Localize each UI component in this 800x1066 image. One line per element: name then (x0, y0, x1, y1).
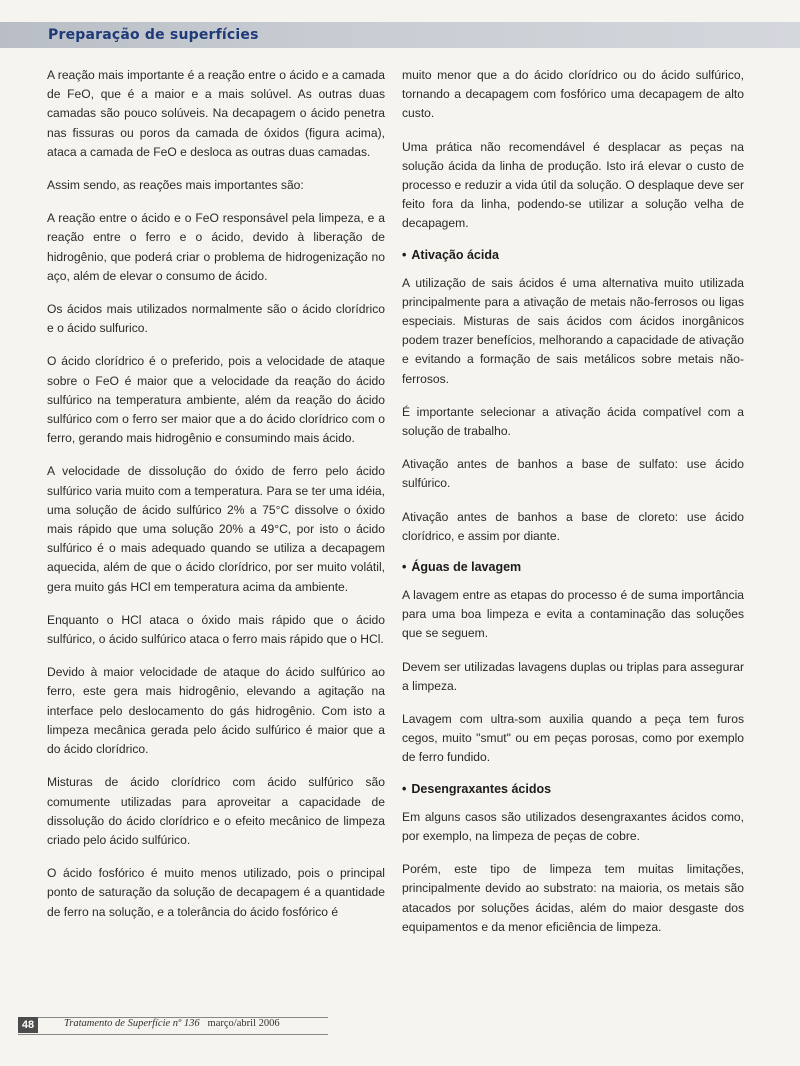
left-column (47, 66, 385, 936)
paragraph: O ácido clorídrico é o preferido, pois a velocidade de ataque sobre o FeO é maior que a velocidade da reação do ácido sulfúrico na temperatura ambiente, além da reação do ácido sulfúrico com o ferro ser maior que a do ácido clorídrico com o ferro, gerando mais hidrogênio e consumindo mais ácido. (47, 354, 385, 446)
bullet-icon: • (402, 560, 407, 575)
right-column (402, 66, 744, 951)
bullet-icon: • (402, 781, 407, 796)
paragraph: Ativação antes de banhos a base de sulfato: use ácido sulfúrico. (402, 457, 744, 491)
subheading-text: Desengraxantes ácidos (411, 781, 552, 796)
paragraph: Ativação antes de banhos a base de cloreto: use ácido clorídrico, e assim por diante. (402, 509, 744, 543)
paragraph: A lavagem entre as etapas do processo é de suma importância para uma boa limpeza e evita a contaminação das soluções que se seguem. (402, 588, 744, 641)
paragraph: O ácido fosfórico é muito menos utilizado, pois o principal ponto de saturação da solução de decapagem é a quantidade de ferro na solução, e a tolerância do ácido fosfórico é (47, 866, 385, 919)
paragraph: A reação entre o ácido e o FeO responsável pela limpeza, e a reação entre o ferro e o ácido, devido à liberação de hidrogênio, que poderá criar o problema de hidrogenização no aço, além de elevar o consumo de ácido. (47, 211, 385, 283)
paragraph: A utilização de sais ácidos é uma alternativa muito utilizada principalmente para a ativação de metais não-ferrosos ou ligas especiais. Misturas de sais ácidos com ácidos inorgânicos podem trazer benefícios, melhorando a capacidade de ativação e evitando a formação de sais metálicos sobre metais não-ferrosos. (402, 275, 744, 386)
paragraph: Lavagem com ultra-som auxilia quando a peça tem furos cegos, muito "smut" ou em peças porosas, como por exemplo de ferro fundido. (402, 712, 744, 765)
subheading-ativacao-acida (402, 248, 744, 262)
subheading-desengraxantes-acidos (402, 782, 744, 796)
paragraph: Assim sendo, as reações mais importantes são: (47, 178, 304, 193)
paragraph: Em alguns casos são utilizados desengraxantes ácidos como, por exemplo, na limpeza de peças de cobre. (402, 809, 744, 843)
subheading-aguas-de-lavagem (402, 560, 744, 574)
subheading-text: Águas de lavagem (411, 560, 522, 575)
footer-citation (64, 1018, 280, 1029)
subheading-text: Ativação ácida (411, 247, 499, 262)
issue-date: março/abril 2006 (207, 1018, 280, 1029)
paragraph: Uma prática não recomendável é desplacar as peças na solução ácida da linha de produção. Isto irá elevar o custo de processo e reduzir a vida útil da solução. O desplaque deve ser feito fora da linha, podendo-se utilizar a solução velha de decapagem. (402, 139, 744, 231)
page-number: 48 (18, 1017, 38, 1033)
paragraph: Devido à maior velocidade de ataque do ácido sulfúrico ao ferro, este gera mais hidrogênio, elevando a agitação na interface pelo deslocamento do gás hidrogênio. Com isto a limpeza mecânica gerada pelo ácido sulfúrico é maior que a do ácido clorídrico. (47, 665, 385, 757)
paragraph: Misturas de ácido clorídrico com ácido sulfúrico são comumente utilizadas para aproveitar a capacidade de dissolução do ácido clorídrico e o efeito mecânico de limpeza criado pelo ácido sulfúrico. (47, 775, 385, 847)
paragraph: Enquanto o HCl ataca o óxido mais rápido que o ácido sulfúrico, o ácido sulfúrico ataca o ferro mais rápido que o HCl. (47, 612, 385, 647)
section-title: Preparação de superfícies (48, 27, 259, 43)
paragraph: muito menor que a do ácido clorídrico ou do ácido sulfúrico, tornando a decapagem com fosfórico uma decapagem de alto custo. (402, 68, 744, 121)
paragraph: É importante selecionar a ativação ácida compatível com a solução de trabalho. (402, 404, 744, 439)
magazine-name: Tratamento de Superfície nº 136 (64, 1018, 200, 1029)
paragraph: A velocidade de dissolução do óxido de ferro pelo ácido sulfúrico varia muito com a temperatura. Para se ter uma idéia, uma solução de ácido sulfúrico 2% a 75°C dissolve o óxido mais rápido que uma solução 20% a 49°C, por isto o ácido sulfúrico é o mais adequado quando se utiliza a decapagem aquecida, além de que o ácido clorídrico, por ser muito volátil, gera muito gás HCl em temperatura acima da ambiente. (47, 464, 385, 594)
paragraph: A reação mais importante é a reação entre o ácido e a camada de FeO, que é a maior e a mais solúvel. As outras duas camadas são pouco solúveis. Na decapagem o ácido penetra nas fissuras ou poros da camada de óxidos (figura acima), ataca a camada de FeO e desloca as outras duas camadas. (47, 68, 385, 159)
paragraph: Devem ser utilizadas lavagens duplas ou triplas para assegurar a limpeza. (402, 659, 744, 693)
paragraph: Porém, este tipo de limpeza tem muitas limitações, principalmente devido ao substrato: na maioria, os metais são atacados por soluções ácidas, além do maior desgaste dos equipamentos e da menor eficiência de limpeza. (402, 862, 744, 934)
bullet-icon: • (402, 247, 407, 262)
paragraph: Os ácidos mais utilizados normalmente são o ácido clorídrico e o ácido sulfurico. (47, 302, 385, 336)
